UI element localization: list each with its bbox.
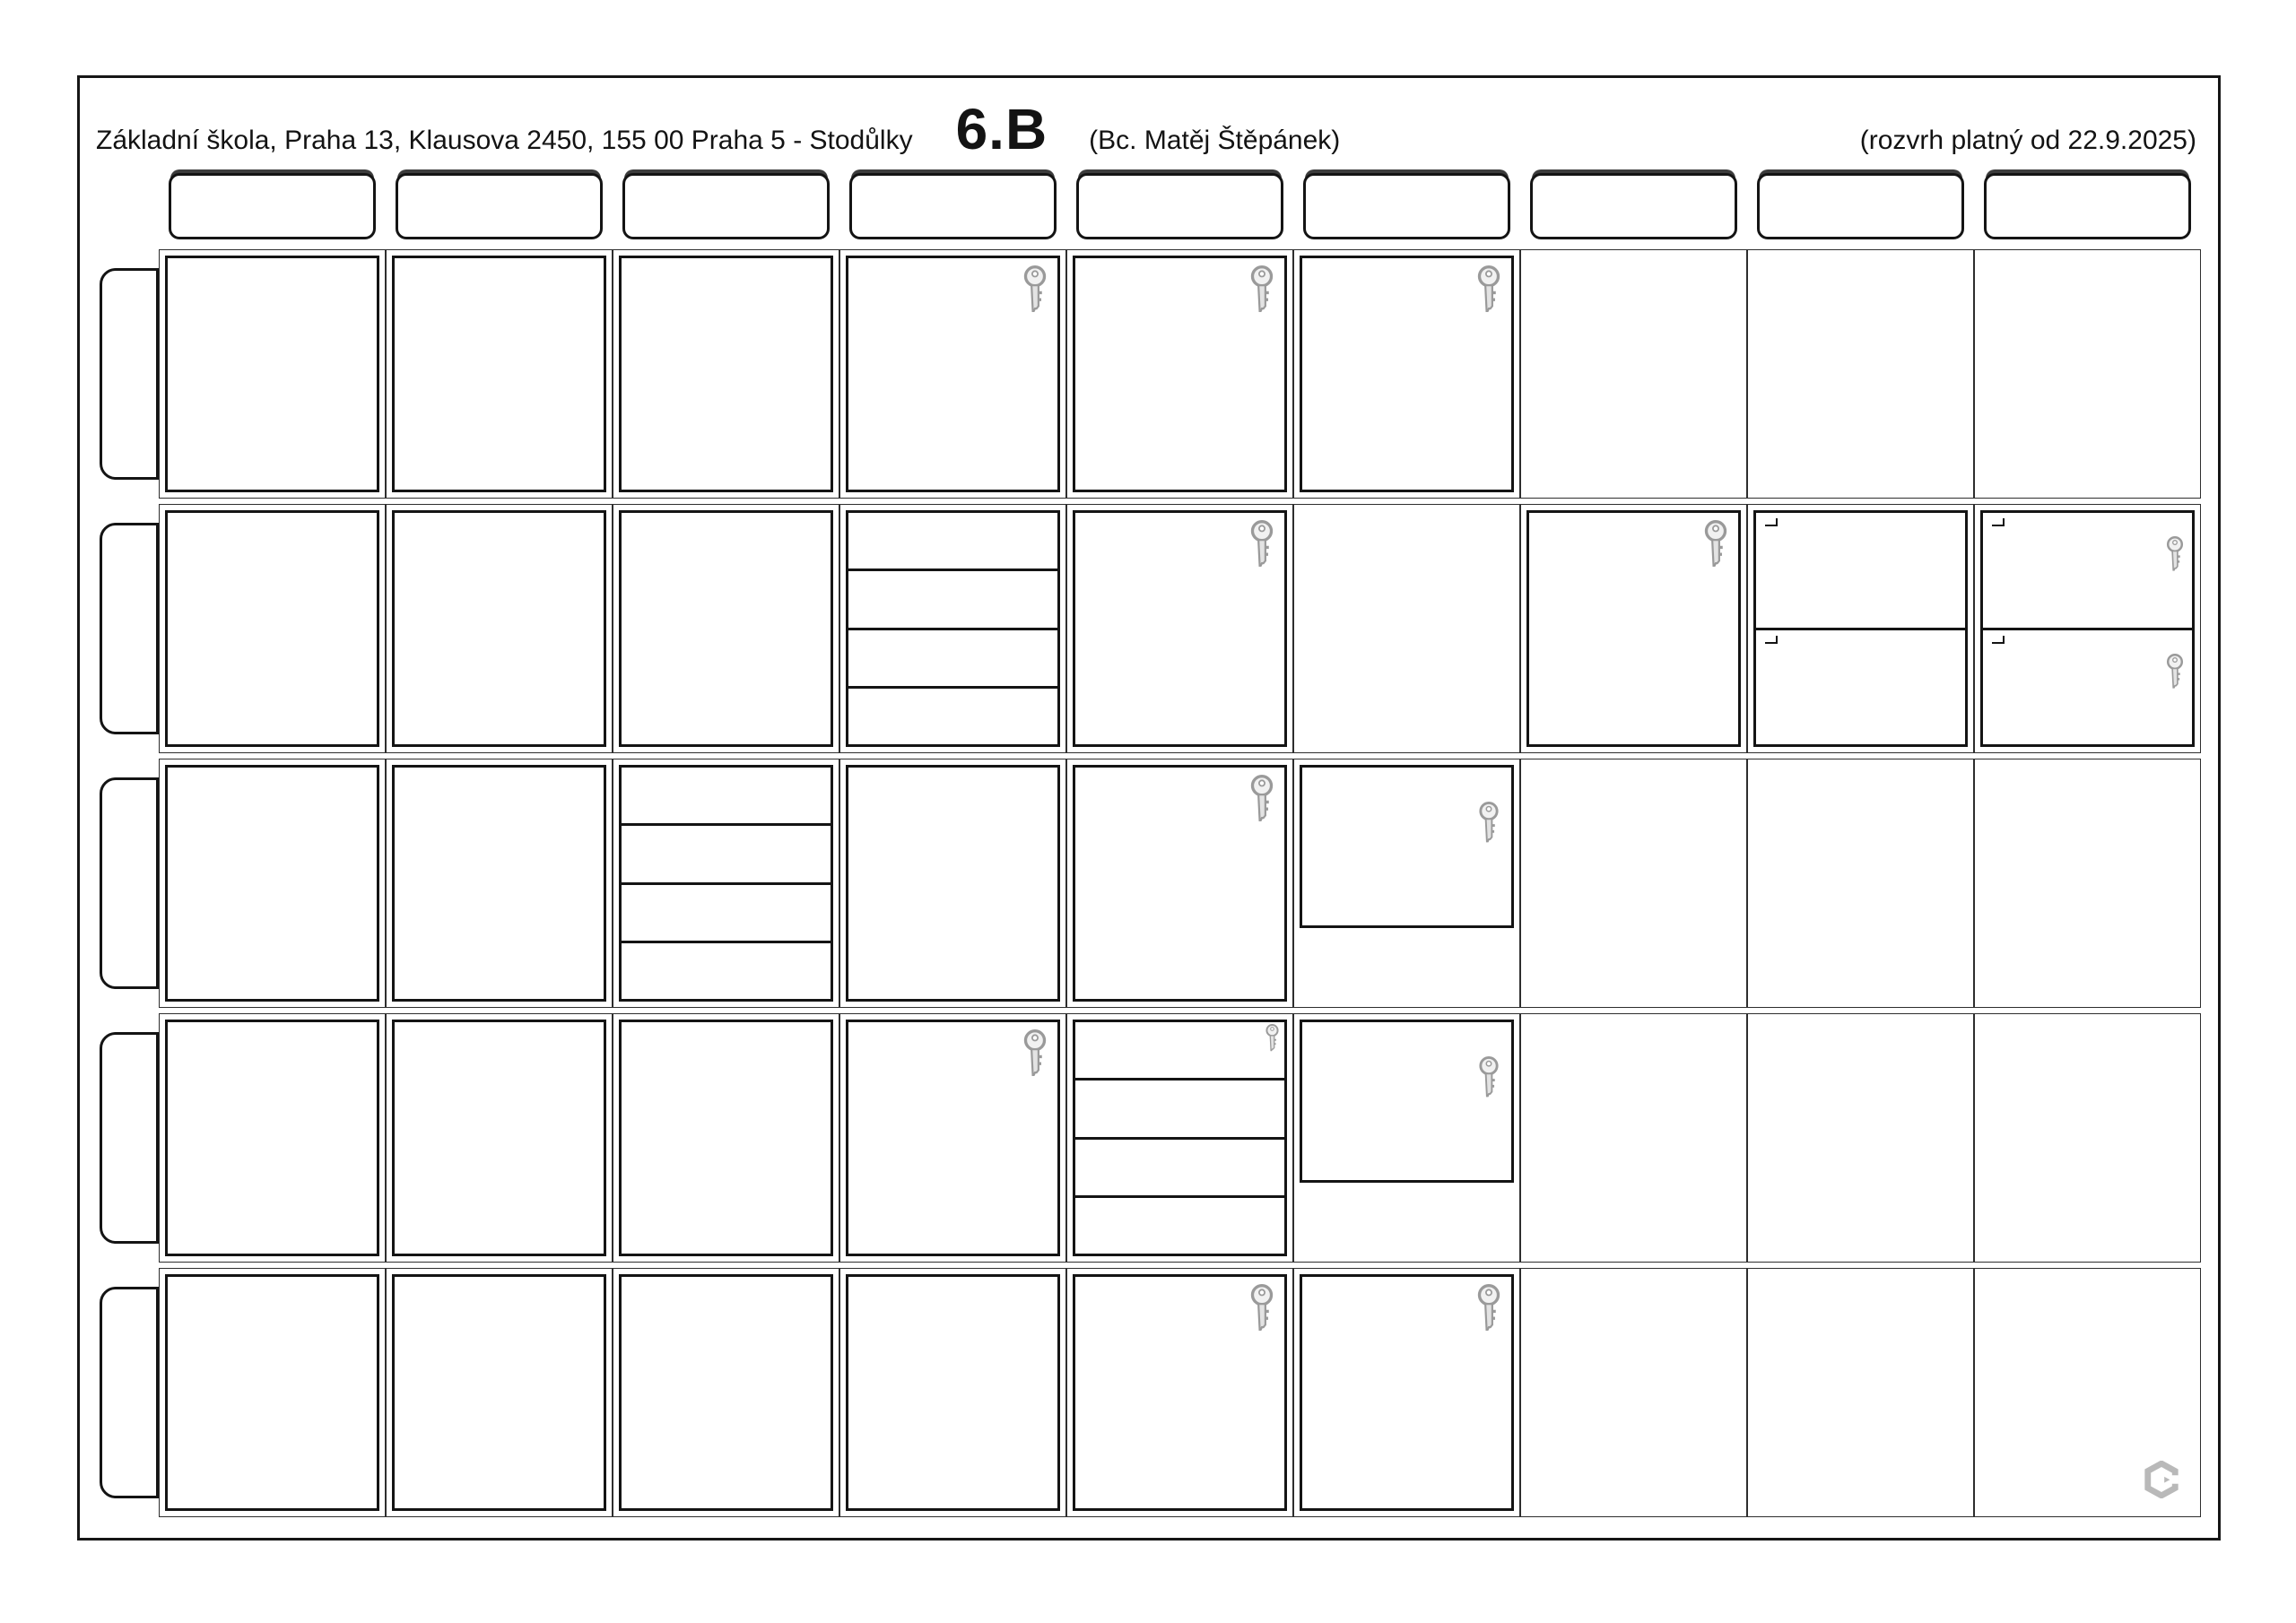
week-half-PěP2	[1980, 628, 2195, 748]
cell-mon-p6	[1293, 249, 1520, 499]
period-header-2	[396, 173, 603, 239]
day-tab-thu	[100, 1032, 159, 1244]
week-pair-box	[1753, 510, 1968, 747]
period-header-9	[1984, 173, 2191, 239]
lesson-box	[1073, 765, 1287, 1002]
day-label-cell-wed	[94, 756, 159, 1011]
cell-fri-p3	[613, 1268, 839, 1517]
split-group-Aj4	[622, 885, 831, 943]
bakalari-logo	[2144, 1461, 2187, 1506]
day-tab-fri	[100, 1287, 159, 1498]
cell-tue-p7	[1520, 504, 1747, 753]
lesson-box	[392, 765, 606, 1002]
split-lesson-box	[619, 765, 833, 1002]
lesson-box	[1300, 256, 1514, 492]
split-group-Aj2	[848, 513, 1057, 571]
week-mark	[1765, 636, 1778, 644]
cell-tue-p8	[1747, 504, 1974, 753]
cell-tue-p5	[1066, 504, 1293, 753]
week-mark	[1765, 518, 1778, 526]
cell-thu-p6	[1293, 1013, 1520, 1263]
key-icon	[1477, 1056, 1500, 1109]
day-tab-tue	[100, 523, 159, 734]
lesson-box	[619, 1020, 833, 1256]
cell-tue-p2	[386, 504, 613, 753]
week-pair-box	[1980, 510, 2195, 747]
week-half-PěP1	[1980, 510, 2195, 630]
cell-mon-p4	[839, 249, 1066, 499]
split-group-Aj3	[848, 571, 1057, 629]
cell-tue-p1	[159, 504, 386, 753]
lesson-box	[846, 765, 1060, 1002]
lesson-box	[619, 1274, 833, 1511]
lesson-box	[165, 1274, 379, 1511]
week-mark	[1992, 518, 2005, 526]
cell-mon-p9	[1974, 249, 2201, 499]
key-icon	[1022, 265, 1048, 325]
cell-mon-p2	[386, 249, 613, 499]
split-group-Aj4	[848, 630, 1057, 689]
timetable-grid	[94, 168, 2201, 1520]
split-lesson-box	[846, 510, 1060, 747]
lesson-box	[1526, 510, 1741, 747]
period-header-7	[1530, 173, 1737, 239]
cell-tue-p3	[613, 504, 839, 753]
cell-thu-p8	[1747, 1013, 1974, 1263]
lesson-box	[846, 256, 1060, 492]
lesson-box	[165, 510, 379, 747]
day-tab-wed	[100, 777, 159, 989]
header	[96, 96, 2196, 162]
key-icon	[1248, 1284, 1275, 1344]
lesson-box	[1300, 1274, 1514, 1511]
cell-fri-p2	[386, 1268, 613, 1517]
cell-mon-p3	[613, 249, 839, 499]
lesson-box	[846, 1274, 1060, 1511]
split-group-Aj4	[1075, 1140, 1284, 1198]
cell-mon-p8	[1747, 249, 1974, 499]
week-half-PěP1	[1753, 510, 1968, 630]
lesson-box	[619, 510, 833, 747]
lesson-box	[1073, 510, 1287, 747]
cell-thu-p2	[386, 1013, 613, 1263]
cell-wed-p2	[386, 759, 613, 1008]
period-header-4	[849, 173, 1057, 239]
cell-thu-p7	[1520, 1013, 1747, 1263]
cell-wed-p3	[613, 759, 839, 1008]
short-lesson-box	[1300, 1020, 1514, 1183]
split-group-Aj1	[848, 689, 1057, 744]
cell-fri-p4	[839, 1268, 1066, 1517]
period-header-3	[622, 173, 830, 239]
lesson-box	[165, 256, 379, 492]
cell-thu-p9	[1974, 1013, 2201, 1263]
split-lesson-box	[1073, 1020, 1287, 1256]
key-icon	[1702, 520, 1729, 580]
short-lesson-box	[1300, 765, 1514, 928]
cell-fri-p9	[1974, 1268, 2201, 1517]
day-label-cell-thu	[94, 1011, 159, 1265]
period-header-1	[169, 173, 376, 239]
lesson-box	[619, 256, 833, 492]
split-group-Aj1	[622, 943, 831, 999]
cell-thu-p4	[839, 1013, 1066, 1263]
key-icon	[1265, 1024, 1280, 1061]
cell-fri-p8	[1747, 1268, 1974, 1517]
lesson-box	[392, 1274, 606, 1511]
lesson-box	[165, 1020, 379, 1256]
key-icon	[1022, 1029, 1048, 1089]
school-name: Základní škola, Praha 13, Klausova 2450, 155 00 Praha 5 - Stodůlky	[96, 126, 913, 155]
day-label-cell-tue	[94, 501, 159, 756]
split-group-Aj2	[622, 768, 831, 826]
key-icon	[1248, 520, 1275, 580]
day-label-cell-mon	[94, 247, 159, 501]
cell-wed-p9	[1974, 759, 2201, 1008]
cell-tue-p6	[1293, 504, 1520, 753]
key-icon	[2165, 654, 2185, 699]
split-group-Aj2	[1075, 1022, 1284, 1081]
lesson-box	[392, 1020, 606, 1256]
bakalari-hexagon-icon	[2144, 1461, 2179, 1506]
cell-wed-p7	[1520, 759, 1747, 1008]
cell-mon-p5	[1066, 249, 1293, 499]
key-icon	[2165, 536, 2185, 582]
cell-wed-p5	[1066, 759, 1293, 1008]
cell-thu-p1	[159, 1013, 386, 1263]
day-tab-mon	[100, 268, 159, 480]
cell-wed-p8	[1747, 759, 1974, 1008]
lesson-box	[392, 510, 606, 747]
split-group-Aj1	[1075, 1198, 1284, 1254]
lesson-box	[1073, 1274, 1287, 1511]
cell-thu-p5	[1066, 1013, 1293, 1263]
key-icon	[1477, 802, 1500, 855]
period-header-6	[1303, 173, 1510, 239]
lesson-box	[1073, 256, 1287, 492]
period-header-5	[1076, 173, 1283, 239]
grid-corner	[94, 168, 159, 247]
cell-wed-p6	[1293, 759, 1520, 1008]
cell-fri-p1	[159, 1268, 386, 1517]
lesson-box	[165, 765, 379, 1002]
cell-mon-p7	[1520, 249, 1747, 499]
key-icon	[1248, 775, 1275, 835]
key-icon	[1475, 1284, 1502, 1344]
key-icon	[1248, 265, 1275, 325]
cell-mon-p1	[159, 249, 386, 499]
lesson-box	[392, 256, 606, 492]
cell-tue-p4	[839, 504, 1066, 753]
cell-fri-p7	[1520, 1268, 1747, 1517]
cell-wed-p4	[839, 759, 1066, 1008]
lesson-box	[846, 1020, 1060, 1256]
key-icon	[1475, 265, 1502, 325]
day-label-cell-fri	[94, 1265, 159, 1520]
class-teacher: (Bc. Matěj Štěpánek)	[1089, 126, 1341, 155]
valid-from-note: (rozvrh platný od 22.9.2025)	[1859, 126, 2196, 155]
cell-tue-p9	[1974, 504, 2201, 753]
cell-fri-p5	[1066, 1268, 1293, 1517]
week-half-PěP2	[1753, 628, 1968, 748]
split-group-Aj3	[1075, 1081, 1284, 1139]
class-title: 6.B	[955, 97, 1048, 161]
period-header-8	[1757, 173, 1964, 239]
outer-frame	[77, 75, 2221, 1541]
cell-fri-p6	[1293, 1268, 1520, 1517]
cell-thu-p3	[613, 1013, 839, 1263]
split-group-Aj3	[622, 826, 831, 884]
week-mark	[1992, 636, 2005, 644]
cell-wed-p1	[159, 759, 386, 1008]
